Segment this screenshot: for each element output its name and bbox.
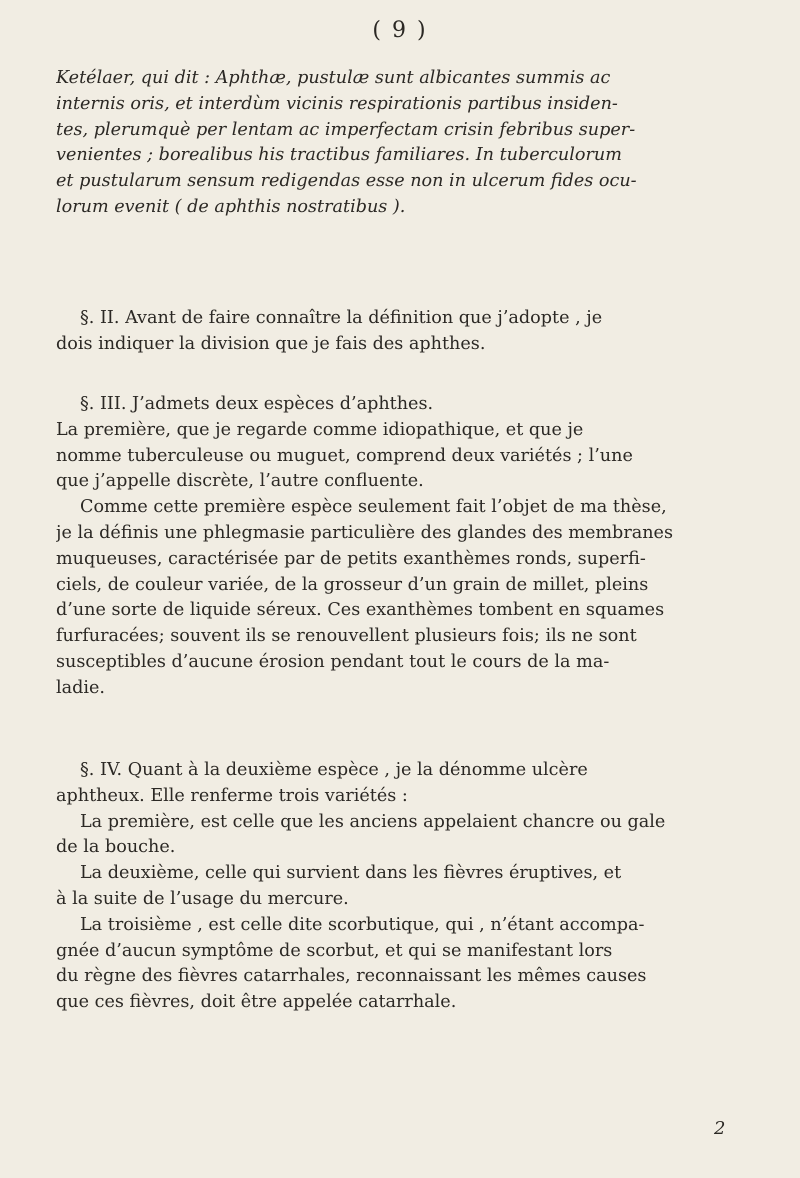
- section-3-paragraph: [56, 392, 760, 702]
- printer-signature-mark: 2: [714, 1118, 726, 1139]
- text-line: et pustularum sensum redigendas esse non in ulcerum fides ocu-: [56, 171, 637, 192]
- text-line: ciels, de couleur variée, de la grosseur d’un grain de millet, pleins: [56, 574, 649, 595]
- text-line: de la bouche.: [56, 837, 176, 858]
- text-line: ladie.: [56, 677, 106, 698]
- page-number: ( 9 ): [372, 18, 428, 43]
- text-line: d’une sorte de liquide séreux. Ces exanthèmes tombent en squames: [56, 600, 665, 621]
- text-line: à la suite de l’usage du mercure.: [56, 888, 349, 909]
- section-2-paragraph: [56, 306, 760, 358]
- text-line: Comme cette première espèce seulement fait l’objet de ma thèse,: [80, 497, 667, 518]
- section-heading-line: §. II. Avant de faire connaître la définition que j’adopte , je: [80, 308, 603, 328]
- latin-quote-paragraph: [56, 66, 760, 221]
- text-line: La troisième , est celle dite scorbutique, qui , n’étant accompa-: [80, 914, 645, 935]
- text-line: La première, que je regarde comme idiopathique, et que je: [56, 419, 584, 440]
- text-line: susceptibles d’aucune érosion pendant tout le cours de la ma-: [56, 651, 610, 672]
- text-line: je la définis une phlegmasie particulière des glandes des membranes: [56, 522, 673, 543]
- text-line: gnée d’aucun symptôme de scorbut, et qui se manifestant lors: [56, 940, 613, 961]
- text-line: Ketélaer, qui dit : Aphthæ, pustulæ sunt albicantes summis ac: [56, 68, 611, 88]
- text-line: internis oris, et interdùm vicinis respirationis partibus insiden-: [56, 93, 618, 114]
- text-line: aphtheux. Elle renferme trois variétés :: [56, 785, 408, 806]
- text-line: dois indiquer la division que je fais des aphthes.: [56, 333, 486, 354]
- text-line: que ces fièvres, doit être appelée catarrhale.: [56, 992, 457, 1013]
- text-line: du règne des fièvres catarrhales, reconnaissant les mêmes causes: [56, 966, 647, 987]
- text-line: muqueuses, caractérisée par de petits exanthèmes ronds, superfi-: [56, 548, 646, 569]
- section-heading-line: §. III. J’admets deux espèces d’aphthes.: [80, 394, 434, 414]
- text-line: La première, est celle que les anciens appelaient chancre ou gale: [80, 811, 666, 832]
- text-line: que j’appelle discrète, l’autre confluente.: [56, 471, 424, 492]
- text-line: venientes ; borealibus his tractibus familiares. In tuberculorum: [56, 145, 622, 166]
- text-line: lorum evenit ( de aphthis nostratibus ).: [56, 196, 406, 217]
- section-4-paragraph: [56, 758, 760, 1016]
- section-heading-line: §. IV. Quant à la deuxième espèce , je la dénomme ulcère: [80, 760, 588, 780]
- text-line: La deuxième, celle qui survient dans les fièvres éruptives, et: [80, 863, 622, 884]
- text-line: nomme tuberculeuse ou muguet, comprend deux variétés ; l’une: [56, 445, 633, 466]
- text-line: furfuracées; souvent ils se renouvellent plusieurs fois; ils ne sont: [56, 626, 637, 647]
- text-line: tes, plerumquè per lentam ac imperfectam crisin febribus super-: [56, 119, 636, 140]
